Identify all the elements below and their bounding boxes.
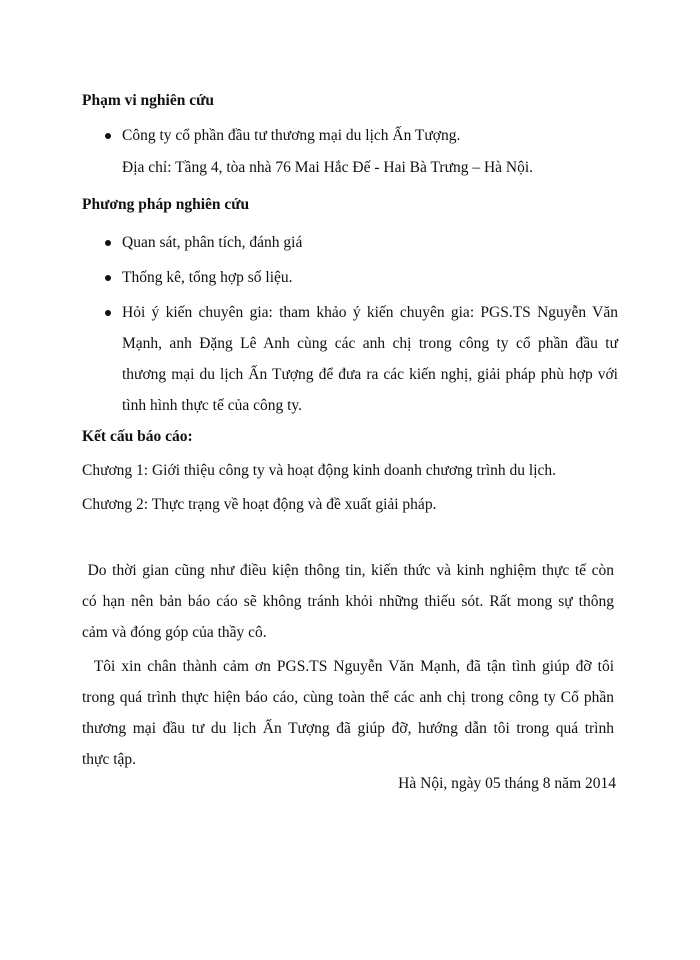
methods-heading: Phương pháp nghiên cứu (82, 196, 250, 213)
thanks-paragraph-line: Tôi xin chân thành cảm ơn PGS.TS Nguyễn Văn Mạnh, đã tận tình giúp đỡ tôi (82, 658, 614, 675)
methods-item-statistics: Thống kê, tổng hợp số liệu. (122, 269, 293, 286)
thanks-paragraph-line: thương mại đầu tư du lịch Ấn Tượng đã giúp đỡ, hướng dẫn tôi trong quá trình (82, 720, 614, 737)
thanks-paragraph-line: thực tập. (82, 751, 137, 768)
structure-heading: Kết cấu báo cáo: (82, 428, 193, 445)
closing-paragraph-line: cảm và đóng góp của thầy cô. (82, 624, 267, 641)
scope-address: Địa chỉ: Tầng 4, tòa nhà 76 Mai Hắc Đế - Hai Bà Trưng – Hà Nội. (122, 159, 534, 176)
structure-chapter-2: Chương 2: Thực trạng về hoạt động và đề xuất giải pháp. (82, 496, 437, 513)
methods-item-expert-line: Hỏi ý kiến chuyên gia: tham khảo ý kiến chuyên gia: PGS.TS Nguyễn Văn (122, 304, 618, 321)
methods-item-expert-line: tình hình thực tế của công ty. (122, 397, 303, 414)
closing-paragraph-line: có hạn nên bản báo cáo sẽ không tránh khỏi những thiếu sót. Rất mong sự thông (82, 593, 614, 610)
bullet-icon (105, 275, 111, 281)
methods-item-expert-line: thương mại du lịch Ấn Tượng để đưa ra các kiến nghị, giải pháp phù hợp với (122, 366, 618, 383)
bullet-icon (105, 133, 111, 139)
bullet-icon (105, 310, 111, 316)
structure-chapter-1: Chương 1: Giới thiệu công ty và hoạt động kinh doanh chương trình du lịch. (82, 462, 557, 479)
scope-heading: Phạm vi nghiên cứu (82, 92, 215, 109)
methods-item-observe: Quan sát, phân tích, đánh giá (122, 234, 303, 251)
bullet-icon (105, 240, 111, 246)
signature-date: Hà Nội, ngày 05 tháng 8 năm 2014 (398, 775, 616, 792)
closing-paragraph-line: Do thời gian cũng như điều kiện thông tin, kiến thức và kinh nghiệm thực tế còn (82, 562, 614, 579)
methods-item-expert-line: Mạnh, anh Đặng Lê Anh cùng các anh chị trong công ty cổ phần đầu tư (122, 335, 618, 352)
scope-item-company: Công ty cổ phần đầu tư thương mại du lịch Ấn Tượng. (122, 127, 461, 144)
thanks-paragraph-line: trong quá trình thực hiện báo cáo, cùng toàn thể các anh chị trong công ty Cổ phần (82, 689, 614, 706)
